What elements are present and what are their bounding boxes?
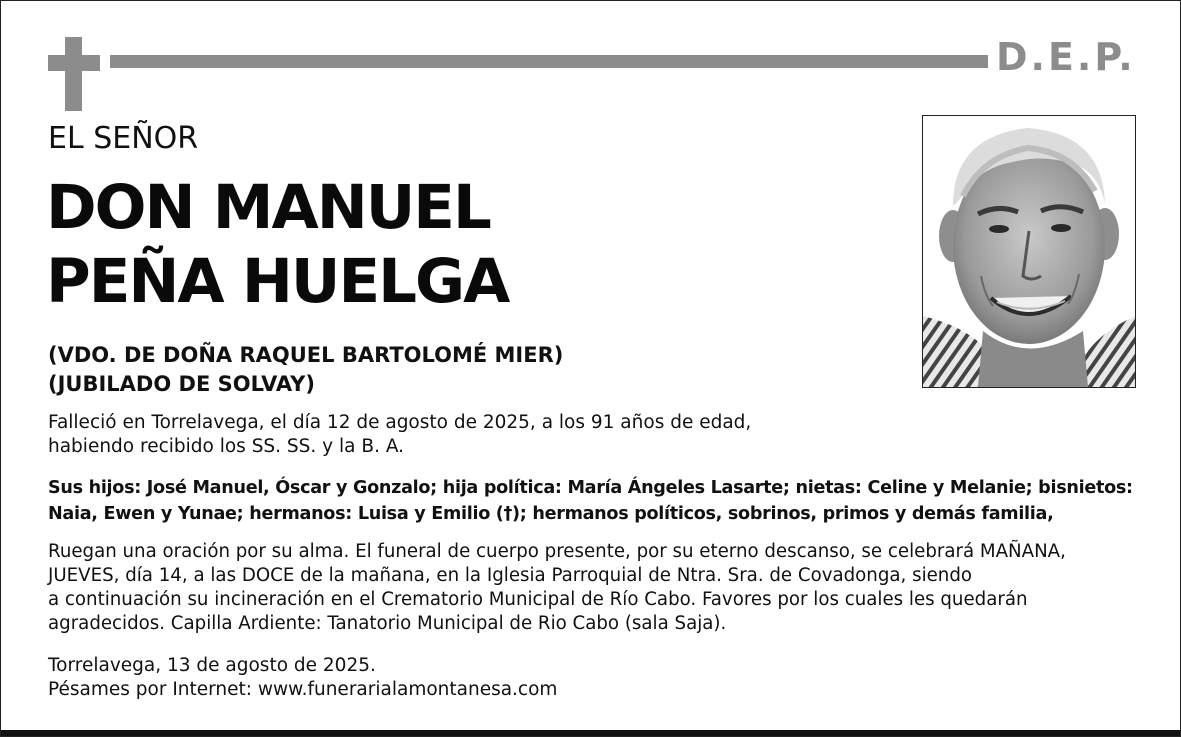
condolence-website: Pésames por Internet: www.funerarialamontanesa.com [48, 679, 558, 700]
funeral-announcement [48, 540, 1066, 636]
header-rule [110, 55, 988, 68]
family-list [48, 475, 1133, 527]
retired-note: (JUBILADO DE SOLVAY) [48, 372, 315, 396]
widower-note: (VDO. DE DOÑA RAQUEL BARTOLOMÉ MIER) [48, 343, 564, 367]
honorific: EL SEÑOR [48, 121, 199, 156]
cross-icon [48, 37, 100, 111]
funeral-line4: agradecidos. Capilla Ardiente: Tanatorio Municipal de Rio Cabo (sala Saja). [48, 613, 727, 634]
deceased-name-line2: PEÑA HUELGA [46, 246, 509, 317]
portrait-photo-image [923, 116, 1135, 387]
family-list-line2: Naia, Ewen y Yunae; hermanos: Luisa y Emilio (†); hermanos políticos, sobrinos, primos y demás familia, [48, 504, 1054, 524]
funeral-line2: JUEVES, día 14, a las DOCE de la mañana, en la Iglesia Parroquial de Ntra. Sra. de Covadonga, siendo [48, 565, 973, 586]
death-notice [48, 411, 751, 459]
dep-label: D.E.P. [996, 35, 1136, 79]
death-notice-line1: Falleció en Torrelavega, el día 12 de agosto de 2025, a los 91 años de edad, [48, 412, 752, 433]
place-date: Torrelavega, 13 de agosto de 2025. [48, 655, 376, 676]
death-notice-line2: habiendo recibido los SS. SS. y la B. A. [48, 436, 405, 457]
closing [48, 654, 557, 702]
funeral-line3: a continuación su incineración en el Crematorio Municipal de Río Cabo. Favores por los cuales les quedarán [48, 589, 1028, 610]
funeral-line1: Ruegan una oración por su alma. El funeral de cuerpo presente, por su eterno descanso, se celebrará MAÑANA, [48, 541, 1066, 562]
bottom-rule [1, 730, 1180, 736]
deceased-name-line1: DON MANUEL [46, 172, 490, 243]
portrait-photo [922, 115, 1136, 388]
family-list-line1: Sus hijos: José Manuel, Óscar y Gonzalo; hija política: María Ángeles Lasarte; nietas: Celine y Melanie; bisnietos: [48, 478, 1133, 498]
